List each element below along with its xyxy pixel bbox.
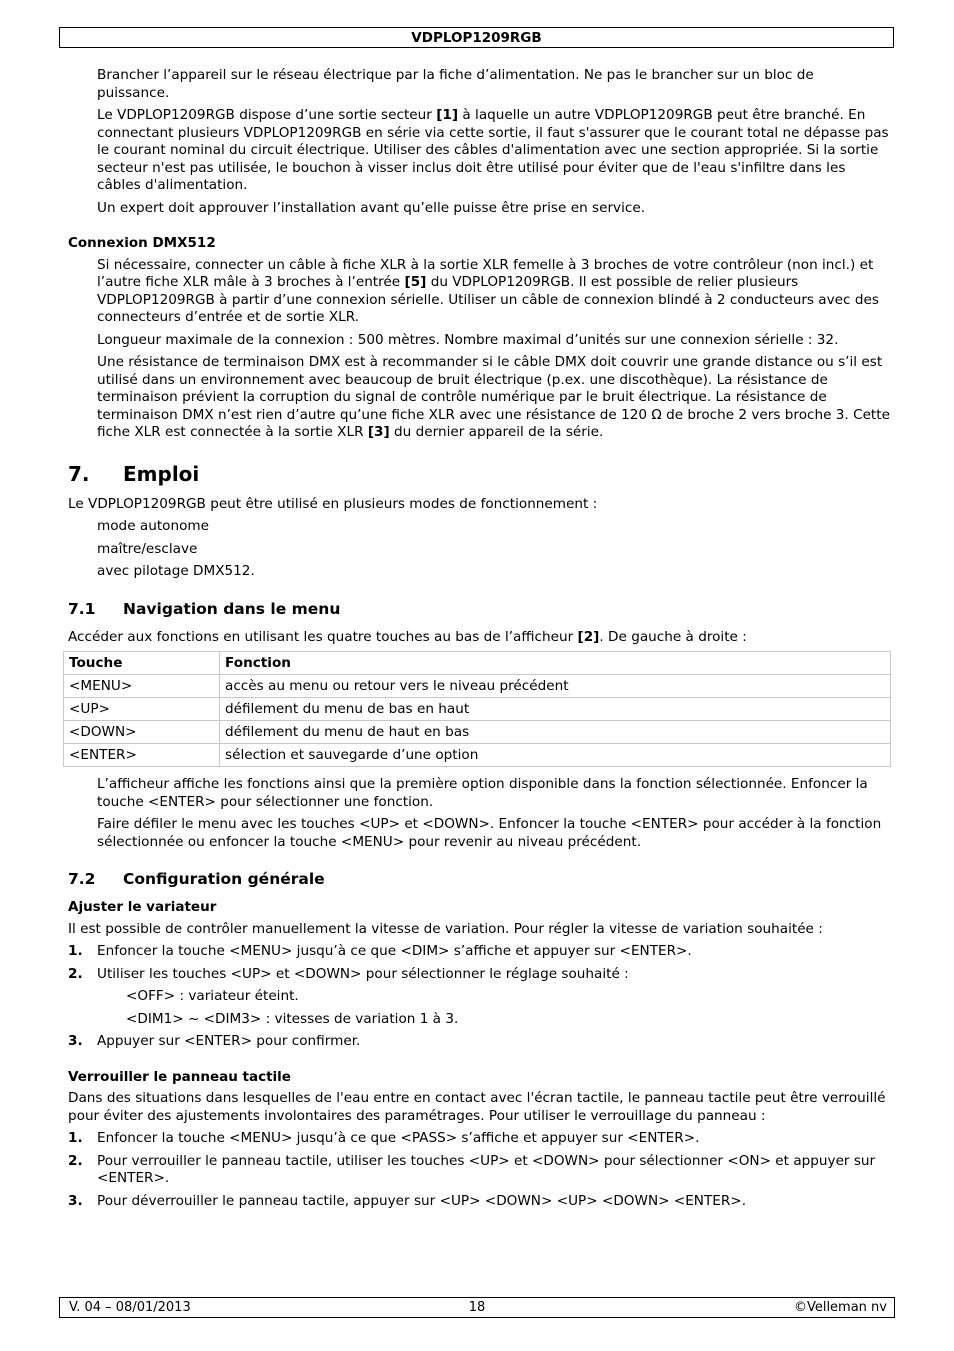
keys-table — [63, 651, 891, 767]
section-7-intro: Le VDPLOP1209RGB peut être utilisé en plusieurs modes de fonctionnement : — [68, 495, 598, 512]
dimmer-steps — [68, 943, 890, 983]
intro-paragraph-2 — [97, 107, 890, 195]
reference-marker: [5] — [404, 274, 427, 290]
intro-paragraph-3: Un expert doit approuver l’installation avant qu’elle puisse être prise en service. — [97, 199, 646, 216]
step-number: 3. — [68, 1192, 83, 1209]
list-item — [68, 943, 890, 961]
footer-version: V. 04 – 08/01/2013 — [69, 1300, 191, 1315]
step-number: 1. — [68, 1130, 83, 1146]
dmx-section — [97, 257, 890, 442]
dmx-paragraph-1 — [97, 257, 890, 327]
dmx-paragraph-2: Longueur maximale de la connexion : 500 mètres. Nombre maximal d’unités sur une connexion sérielle : 32. — [97, 331, 839, 348]
dimmer-intro: Il est possible de contrôler manuellement la vitesse de variation. Pour régler la vitesse de variation souhaitée : — [68, 920, 823, 937]
reference-marker: [3] — [367, 424, 390, 440]
dmx-heading: Connexion DMX512 — [68, 235, 216, 251]
text-span: Accéder aux fonctions en utilisant les quatre touches au bas de l’afficheur — [68, 628, 578, 645]
step-text: Pour verrouiller le panneau tactile, utiliser les touches <UP> et <DOWN> pour sélectionner <ON> et appuyer sur <ENTER>. — [97, 1152, 876, 1186]
intro-paragraph-1: Brancher l’appareil sur le réseau électrique par la fiche d’alimentation. Ne pas le brancher sur un bloc de puissance. — [97, 67, 814, 101]
step-text: Enfoncer la touche <MENU> jusqu’à ce que <DIM> s’affiche et appuyer sur <ENTER>. — [97, 943, 692, 959]
list-item — [68, 1130, 890, 1148]
table-cell: défilement du menu de haut en bas — [220, 721, 891, 744]
section-title: Navigation dans le menu — [123, 599, 341, 618]
section-title: Emploi — [123, 461, 200, 486]
dmx-paragraph-3 — [97, 354, 890, 442]
dimmer-heading: Ajuster le variateur — [68, 899, 217, 915]
page-footer — [59, 1297, 895, 1318]
text-span: . De gauche à droite : — [599, 628, 747, 645]
list-item — [68, 1153, 890, 1188]
table-row — [64, 675, 891, 698]
table-row — [64, 721, 891, 744]
table-header-row — [64, 652, 891, 675]
step-number: 3. — [68, 1033, 83, 1049]
table-cell: <DOWN> — [64, 721, 220, 744]
section-title: Configuration générale — [123, 870, 325, 888]
list-item — [68, 1193, 890, 1211]
menu-paragraph-2: Faire défiler le menu avec les touches <UP> et <DOWN>. Enfoncer la touche <ENTER> pour accéder à la fonction sélectionnée ou enfoncer la touche <MENU> pour revenir au niveau précédent. — [97, 816, 882, 850]
table-cell: <UP> — [64, 698, 220, 721]
reference-marker: [1] — [436, 107, 459, 123]
text-span: Une résistance de terminaison DMX est à recommander si le câble DMX doit couvrir une grande distance ou s’il est utilisé dans un environnement avec beaucoup de bruit électrique (p.ex. une discothèque). La résistance de terminaison prévient la corruption du signal de contrôle numérique par le bruit électrique. La résistance de terminaison DMX n’est rien d’autre qu’une fiche XLR avec une résistance de 120 Ω de broche 2 vers broche 3. Cette fiche XLR est connectée à la sortie XLR — [97, 354, 890, 440]
table-cell: <MENU> — [64, 675, 220, 698]
step-number: 2. — [68, 965, 83, 982]
page-header — [59, 27, 894, 48]
page-content — [68, 67, 890, 1215]
column-header: Touche — [64, 652, 220, 675]
column-header: Fonction — [220, 652, 891, 675]
text-span: à laquelle un autre VDPLOP1209RGB peut être branché. En connectant plusieurs VDPLOP1209RGB en série via cette sortie, il faut s'assurer que le courant total ne dépasse pas le courant nominal du circuit électrique. Utiliser des câbles d'alimentation avec une section appropriée. Si la sortie secteur n'est pas utilisée, le bouchon à visser inclus doit être utilisé pour éviter que de l'eau s'infiltre dans les câbles d'alimentation. — [97, 107, 889, 193]
footer-copyright: ©Velleman nv — [793, 1300, 887, 1315]
power-connection-section — [97, 67, 890, 217]
table-row — [64, 744, 891, 767]
text-span: du dernier appareil de la série. — [389, 424, 604, 440]
section-number: 7. — [68, 461, 90, 486]
footer-page-number: 18 — [468, 1300, 486, 1315]
table-cell: accès au menu ou retour vers le niveau précédent — [220, 675, 891, 698]
dimmer-steps-continued — [68, 1033, 890, 1051]
table-cell: sélection et sauvegarde d’une option — [220, 744, 891, 767]
step-text: Utiliser les touches <UP> et <DOWN> pour sélectionner le réglage souhaité : — [97, 965, 629, 982]
list-item: maître/esclave — [97, 540, 198, 557]
step-text: Enfoncer la touche <MENU> jusqu’à ce que <PASS> s’affiche et appuyer sur <ENTER>. — [97, 1130, 700, 1146]
section-7-2-heading — [68, 869, 890, 889]
section-7-heading — [68, 462, 890, 486]
section-number: 7.1 — [68, 599, 96, 618]
table-cell: <ENTER> — [64, 744, 220, 767]
lock-heading: Verrouiller le panneau tactile — [68, 1068, 291, 1085]
text-span: du VDPLOP1209RGB. Il est possible de relier plusieurs VDPLOP1209RGB à partir d’une connexion sérielle. Utiliser un câble de connexion blindé à 2 conducteurs avec des connecteurs d’entrée et de sortie XLR. — [97, 274, 879, 325]
step-text: Appuyer sur <ENTER> pour confirmer. — [97, 1033, 361, 1049]
section-number: 7.2 — [68, 870, 96, 888]
list-item — [68, 966, 890, 984]
step-number: 2. — [68, 1152, 83, 1169]
text-span: Le VDPLOP1209RGB dispose d’une sortie secteur — [97, 107, 437, 123]
text-span: Si nécessaire, connecter un câble à fiche XLR à la sortie XLR femelle à 3 broches de votre contrôleur (non incl.) et l’autre fiche XLR mâle à 3 broches à l’entrée — [97, 256, 874, 290]
lock-steps — [68, 1130, 890, 1210]
menu-description — [97, 776, 890, 851]
header-title: VDPLOP1209RGB — [411, 30, 542, 46]
lock-intro: Dans des situations dans lesquelles de l'eau entre en contact avec l'écran tactile, le panneau tactile peut être verrouillé pour éviter des ajustements involontaires des paramétrages. Pour utiliser le verrouillage du panneau : — [68, 1090, 886, 1124]
list-item: mode autonome — [97, 518, 210, 534]
section-7-1-heading — [68, 599, 890, 619]
table-cell: défilement du menu de bas en haut — [220, 698, 891, 721]
list-item — [68, 1033, 890, 1051]
reference-marker: [2] — [577, 628, 600, 645]
list-item: <DIM1> ~ <DIM3> : vitesses de variation 1 à 3. — [126, 1010, 459, 1027]
table-row — [64, 698, 891, 721]
dimmer-options — [126, 988, 890, 1028]
menu-paragraph-1: L’afficheur affiche les fonctions ainsi que la première option disponible dans la fonction sélectionnée. Enfoncer la touche <ENTER> pour sélectionner une fonction. — [97, 776, 868, 810]
step-text: Pour déverrouiller le panneau tactile, appuyer sur <UP> <DOWN> <UP> <DOWN> <ENTER>. — [97, 1192, 747, 1209]
step-number: 1. — [68, 943, 83, 959]
modes-list — [97, 518, 890, 581]
list-item: <OFF> : variateur éteint. — [126, 988, 299, 1004]
list-item: avec pilotage DMX512. — [97, 563, 255, 579]
section-7-1-intro — [68, 629, 890, 647]
